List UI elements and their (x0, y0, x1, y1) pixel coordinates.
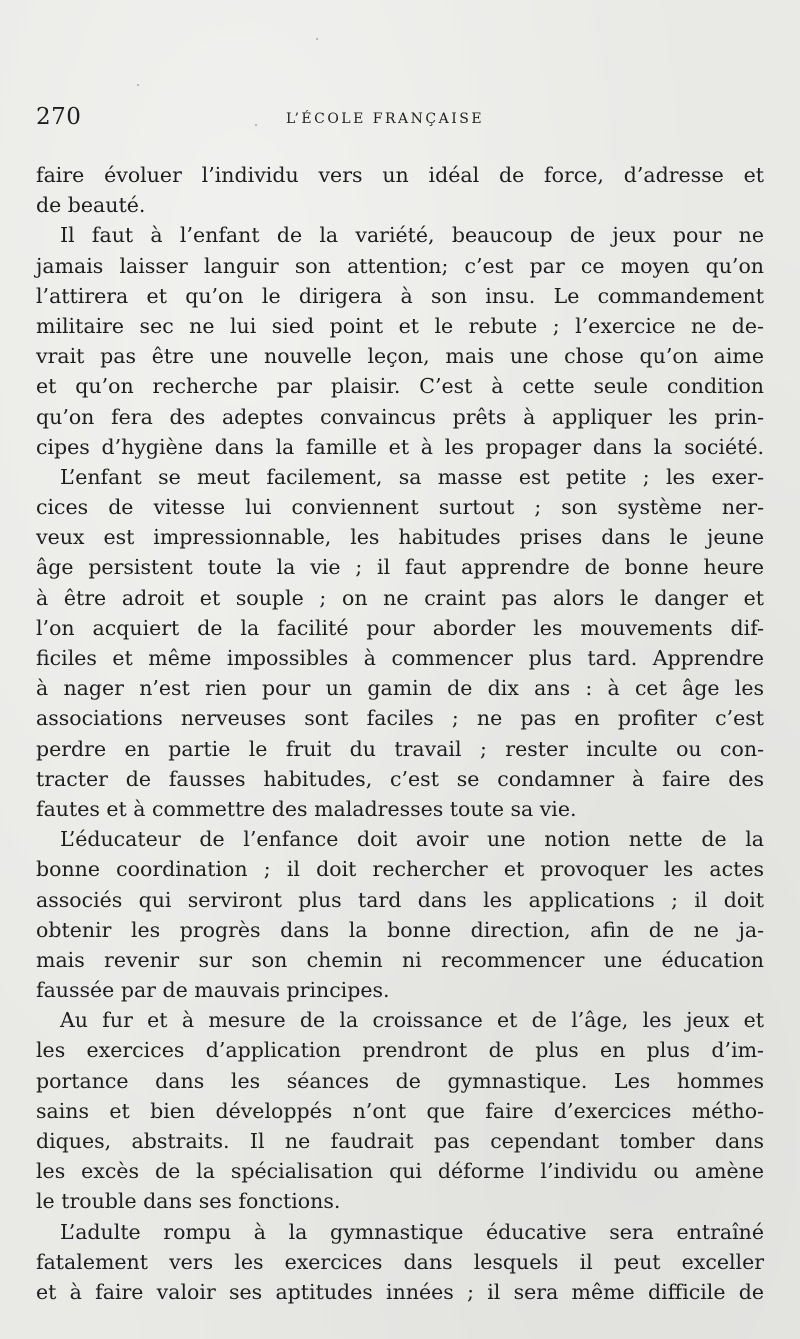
body-text (36, 160, 764, 1307)
text-line: à être adroit et souple ; on ne craint pas alors le danger et (36, 585, 764, 610)
running-header (36, 104, 764, 134)
text-line: l’attirera et qu’on le dirigera à son insu. Le commandement (36, 283, 764, 308)
text-line: le trouble dans ses fonctions. (36, 1189, 341, 1214)
text-line: militaire sec ne lui sied point et le rebute ; l’exercice ne de- (36, 313, 764, 338)
text-line: faussée par de mauvais principes. (36, 978, 390, 1003)
text-line: à nager n’est rien pour un gamin de dix ans : à cet âge les (36, 676, 764, 701)
text-line: et à faire valoir ses aptitudes innées ; il sera même difficile de (36, 1279, 764, 1304)
text-line: sains et bien développés n’ont que faire d’exercices métho- (36, 1098, 764, 1123)
text-line: de beauté. (36, 193, 146, 218)
text-line: âge persistent toute la vie ; il faut apprendre de bonne heure (36, 555, 764, 580)
text-line: vrait pas être une nouvelle leçon, mais une chose qu’on aime (36, 344, 764, 369)
text-line: obtenir les progrès dans la bonne direction, afin de ne ja- (36, 917, 764, 942)
paper-speck (137, 84, 139, 86)
paper-speck (316, 38, 318, 40)
page-number: 270 (36, 104, 82, 130)
text-line: cipes d’hygiène dans la famille et à les propager dans la société. (36, 434, 764, 459)
text-line: L’adulte rompu à la gymnastique éducative sera entraîné (60, 1219, 764, 1244)
text-line: Il faut à l’enfant de la variété, beaucoup de jeux pour ne (60, 223, 764, 248)
text-line: fatalement vers les exercices dans lesquels il peut exceller (36, 1249, 764, 1274)
text-line: faire évoluer l’individu vers un idéal de force, d’adresse et (36, 163, 764, 187)
text-line: les exercices d’application prendront de plus en plus d’im- (36, 1038, 764, 1063)
text-line: perdre en partie le fruit du travail ; rester inculte ou con- (36, 736, 764, 761)
text-line: fautes et à commettre des maladresses toute sa vie. (36, 796, 577, 821)
text-line: L’enfant se meut facilement, sa masse est petite ; les exer- (60, 464, 764, 489)
text-line: L’éducateur de l’enfance doit avoir une notion nette de la (60, 827, 764, 852)
text-line: tracter de fausses habitudes, c’est se condamner à faire des (36, 766, 764, 791)
text-line: associations nerveuses sont faciles ; ne pas en profiter c’est (36, 706, 764, 731)
text-line: ficiles et même impossibles à commencer plus tard. Apprendre (36, 646, 764, 670)
text-line: portance dans les séances de gymnastique. Les hommes (36, 1068, 764, 1093)
text-line: veux est impressionnable, les habitudes prises dans le jeune (36, 525, 764, 550)
text-line: associés qui serviront plus tard dans les applications ; il doit (36, 887, 764, 912)
text-line: l’on acquiert de la facilité pour aborder les mouvements dif- (36, 615, 764, 640)
text-line: bonne coordination ; il doit rechercher et provoquer les actes (36, 857, 764, 882)
text-line: Au fur et à mesure de la croissance et de l’âge, les jeux et (60, 1008, 764, 1033)
text-line: mais revenir sur son chemin ni recommencer une éducation (36, 947, 764, 972)
text-line: diques, abstraits. Il ne faudrait pas cependant tomber dans (36, 1129, 764, 1153)
text-line: cices de vitesse lui conviennent surtout ; son système ner- (36, 495, 764, 520)
running-title: L’ÉCOLE FRANÇAISE (286, 111, 485, 127)
text-line: jamais laisser languir son attention; c’est par ce moyen qu’on (36, 253, 764, 278)
text-line: qu’on fera des adeptes convaincus prêts à appliquer les prin- (36, 404, 764, 429)
text-line: et qu’on recherche par plaisir. C’est à cette seule condition (36, 374, 764, 399)
text-line: les excès de la spécialisation qui déforme l’individu ou amène (36, 1159, 764, 1184)
